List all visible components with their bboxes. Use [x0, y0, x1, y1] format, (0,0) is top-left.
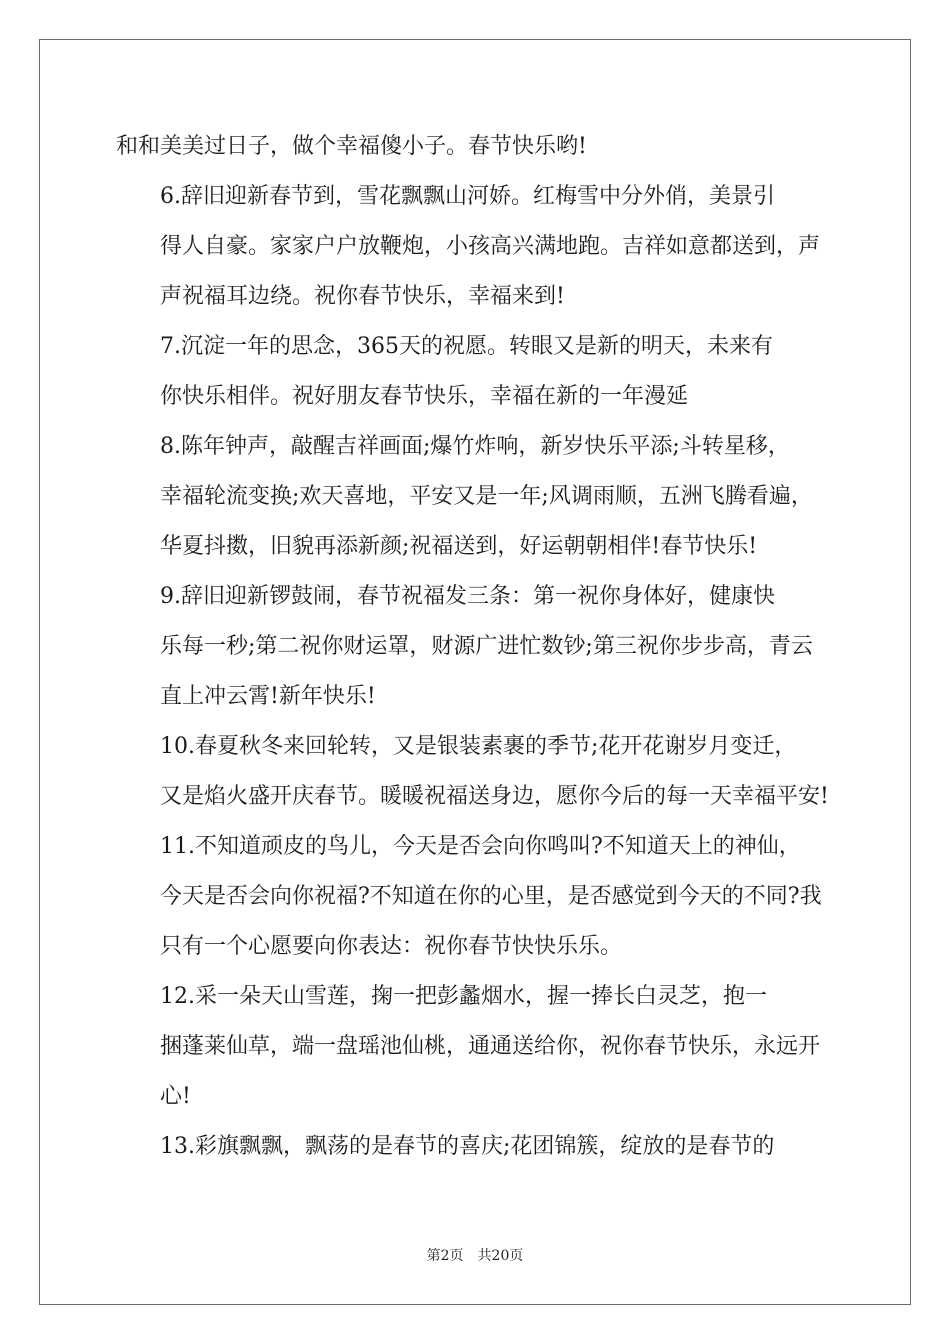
paragraph-line: 只有一个心愿要向你表达：祝你春节快快乐乐。 — [160, 934, 623, 959]
paragraph-line: 9.辞旧迎新锣鼓闹，春节祝福发三条：第一祝你身体好，健康快 — [160, 584, 775, 609]
document-body — [116, 122, 838, 1172]
paragraph-line: 10.春夏秋冬来回轮转，又是银装素裹的季节;花开花谢岁月变迁， — [160, 734, 797, 759]
total-pages-label: 共20页 — [477, 1248, 524, 1264]
current-page-label: 第2页 — [426, 1248, 464, 1264]
paragraph-line: 你快乐相伴。祝好朋友春节快乐，幸福在新的一年漫延 — [160, 384, 689, 409]
paragraph-p8 — [116, 422, 838, 572]
paragraph-line: 和和美美过日子，做个幸福傻小子。春节快乐哟! — [116, 134, 587, 159]
paragraph-p13 — [116, 1122, 838, 1172]
paragraph-p9 — [116, 572, 838, 722]
paragraph-line: 今天是否会向你祝福?不知道在你的心里，是否感觉到今天的不同?我 — [160, 884, 822, 909]
paragraph-line: 6.辞旧迎新春节到，雪花飘飘山河娇。红梅雪中分外俏，美景引 — [160, 184, 775, 209]
page-footer — [0, 1245, 950, 1265]
paragraph-line: 7.沉淀一年的思念，365天的祝愿。转眼又是新的明天，未来有 — [160, 334, 773, 359]
paragraph-line: 乐每一秒;第二祝你财运罩，财源广进忙数钞;第三祝你步步高，青云 — [160, 634, 813, 659]
paragraph-line: 12.采一朵天山雪莲，掬一把彭蠡烟水，握一捧长白灵芝，抱一 — [160, 984, 767, 1009]
paragraph-p6 — [116, 172, 838, 322]
paragraph-line: 直上冲云霄!新年快乐! — [160, 684, 376, 709]
paragraph-line: 又是焰火盛开庆春节。暖暖祝福送身边，愿你今后的每一天幸福平安! — [160, 784, 829, 809]
paragraph-line: 11.不知道顽皮的鸟儿，今天是否会向你鸣叫?不知道天上的神仙， — [160, 834, 801, 859]
paragraph-line: 得人自豪。家家户户放鞭炮，小孩高兴满地跑。吉祥如意都送到，声 — [160, 234, 821, 259]
paragraph-line: 8.陈年钟声，敲醒吉祥画面;爆竹炸响，新岁快乐平添;斗转星移， — [160, 434, 790, 459]
paragraph-p5-tail — [116, 122, 838, 172]
paragraph-line: 声祝福耳边绕。祝你春节快乐，幸福来到! — [160, 284, 565, 309]
paragraph-line: 捆蓬莱仙草，端一盘瑶池仙桃，通通送给你，祝你春节快乐，永远开 — [160, 1034, 821, 1059]
paragraph-line: 幸福轮流变换;欢天喜地，平安又是一年;风调雨顺，五洲飞腾看遍， — [160, 484, 813, 509]
paragraph-p7 — [116, 322, 838, 422]
paragraph-p12 — [116, 972, 838, 1122]
paragraph-line: 华夏抖擞，旧貌再添新颜;祝福送到，好运朝朝相伴!春节快乐! — [160, 534, 758, 559]
paragraph-line: 13.彩旗飘飘，飘荡的是春节的喜庆;花团锦簇，绽放的是春节的 — [160, 1134, 775, 1159]
paragraph-line: 心! — [160, 1084, 191, 1109]
paragraph-p11 — [116, 822, 838, 972]
paragraph-p10 — [116, 722, 838, 822]
